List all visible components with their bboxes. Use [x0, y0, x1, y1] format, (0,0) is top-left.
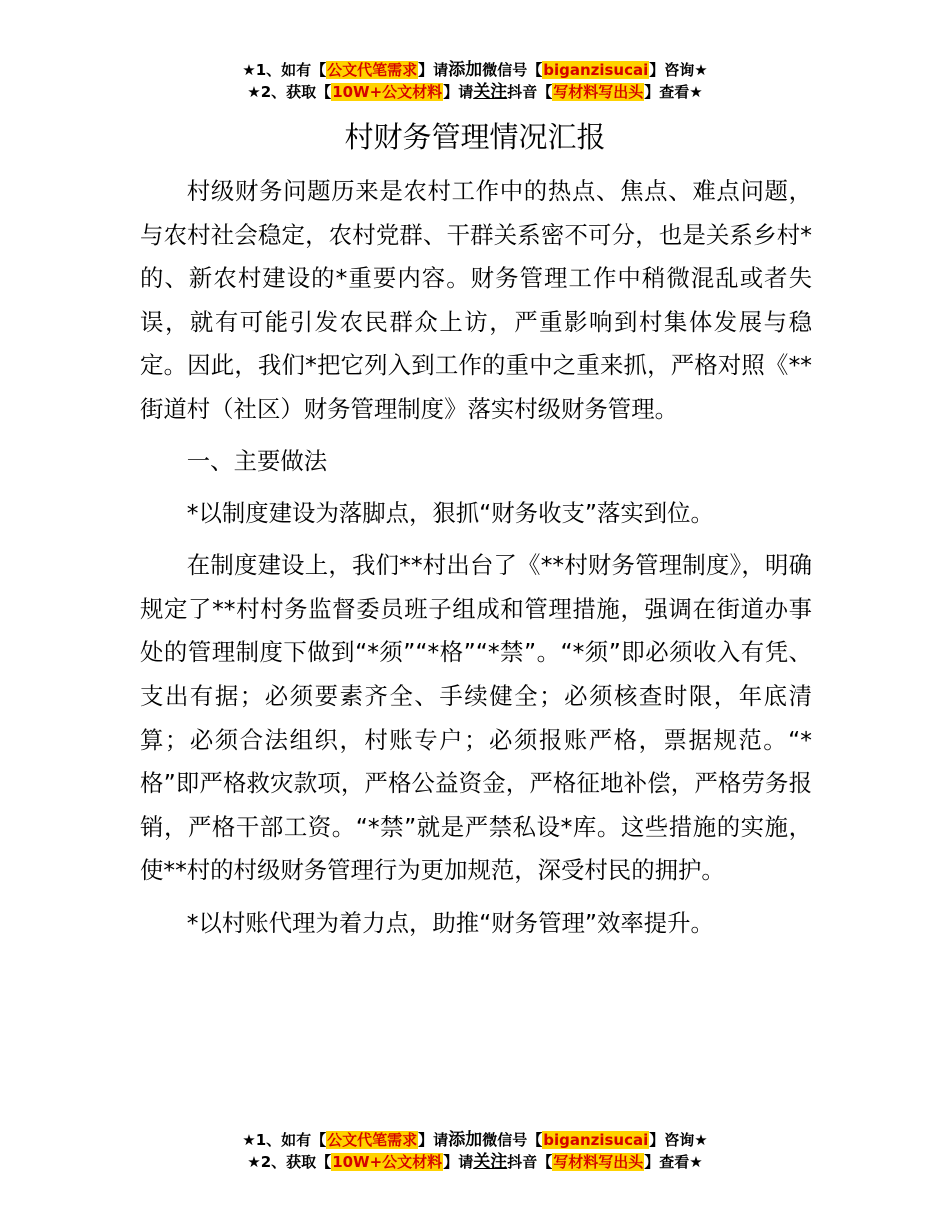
promo-text: ★1、如有【 — [242, 61, 327, 79]
promo-text: 】请 — [443, 1153, 474, 1171]
promo-highlight: 公文代笔需求 — [327, 61, 418, 79]
footer-promo-line-1 — [0, 1129, 950, 1151]
promo-text: 】查看★ — [644, 1153, 703, 1171]
promo-highlight: 写材料写出头 — [553, 83, 644, 101]
promo-text: 微信号【 — [482, 61, 543, 79]
paragraph-intro: 村级财务问题历来是农村工作中的热点、焦点、难点问题，与农村社会稳定，农村党群、干群关系密不可分，也是关系乡村*的、新农村建设的*重要内容。财务管理工作中稍微混乱或者失误，就有可能引发农民群众上访，严重影响到村集体发展与稳定。因此，我们*把它列入到工作的重中之重来抓，严格对照《**街道村（社区）财务管理制度》落实村级财务管理。 — [140, 177, 812, 423]
promo-text: 微信号【 — [482, 1131, 543, 1149]
header-banner — [0, 59, 950, 103]
promo-text: ★2、获取【 — [247, 83, 332, 101]
promo-text: 】咨询★ — [649, 61, 708, 79]
footer-promo-line-2 — [0, 1151, 950, 1173]
promo-text: 】请 — [418, 1131, 449, 1149]
promo-text: 】请 — [418, 61, 449, 79]
header-promo-line-1 — [0, 59, 950, 81]
promo-highlight: 公文代笔需求 — [327, 1131, 418, 1149]
document-body — [140, 170, 812, 954]
promo-highlight: 10W+公文材料 — [332, 83, 443, 101]
promo-text: ★1、如有【 — [242, 1131, 327, 1149]
promo-highlight: 写材料写出头 — [553, 1153, 644, 1171]
promo-highlight: biganzisucai — [543, 1131, 649, 1149]
header-promo-line-2 — [0, 81, 950, 103]
promo-text: 抖音【 — [507, 83, 553, 101]
section-heading: 一、主要做法 — [186, 447, 328, 476]
subheading: *以村账代理为着力点，助推“财务管理”效率提升。 — [186, 908, 714, 937]
promo-emphasis: 关注 — [473, 82, 508, 102]
footer-banner — [0, 1129, 950, 1173]
subheading: *以制度建设为落脚点，狠抓“财务收支”落实到位。 — [186, 499, 714, 528]
promo-text: 抖音【 — [507, 1153, 553, 1171]
promo-text: 】查看★ — [644, 83, 703, 101]
promo-highlight: biganzisucai — [543, 61, 649, 79]
promo-emphasis: 添加 — [448, 60, 483, 80]
paragraph-body: 在制度建设上，我们**村出台了《**村财务管理制度》，明确规定了**村村务监督委员班子组成和管理措施，强调在街道办事处的管理制度下做到“*须”“*格”“*禁”。“*须”即必须收入有凭、支出有据；必须要素齐全、手续健全；必须核查时限，年底清算；必须合法组织，村账专户；必须报账严格，票据规范。“*格”即严格救灾款项，严格公益资金，严格征地补偿，严格劳务报销，严格干部工资。“*禁”就是严禁私设*库。这些措施的实施，使**村的村级财务管理行为更加规范，深受村民的拥护。 — [140, 551, 812, 885]
document-title: 村财务管理情况汇报 — [344, 120, 606, 154]
promo-text: 】咨询★ — [649, 1131, 708, 1149]
promo-highlight: 10W+公文材料 — [332, 1153, 443, 1171]
promo-text: 】请 — [443, 83, 474, 101]
promo-emphasis: 添加 — [448, 1130, 483, 1150]
promo-text: ★2、获取【 — [247, 1153, 332, 1171]
promo-emphasis: 关注 — [473, 1152, 508, 1172]
